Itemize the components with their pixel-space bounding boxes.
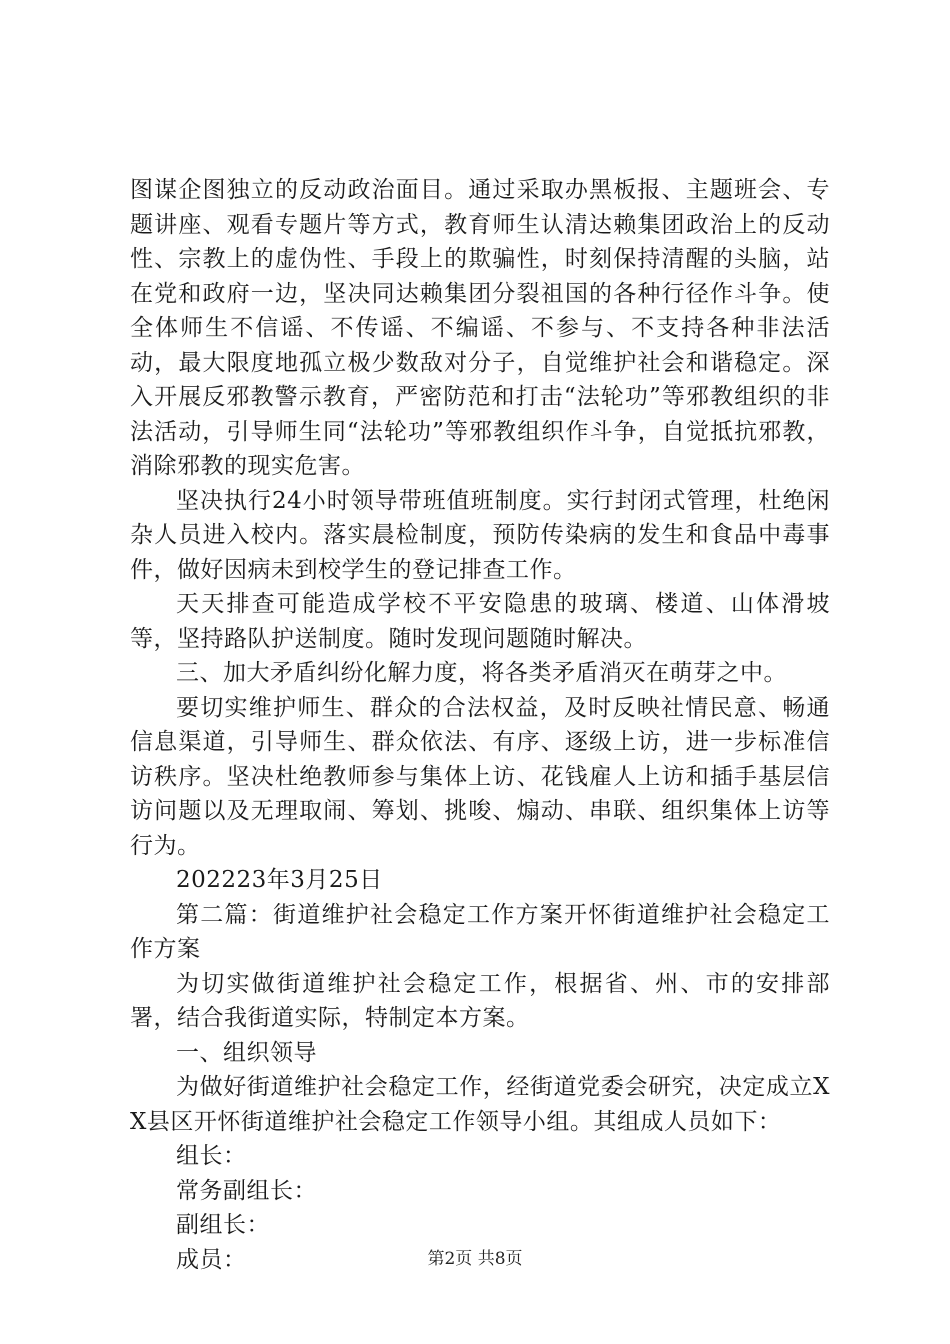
member-line: 组长：: [176, 1143, 247, 1169]
date-line: 202223年3月25日: [176, 867, 383, 893]
page-number: 第2页 共8页: [427, 1249, 523, 1269]
member-line: 成员：: [176, 1246, 247, 1273]
paragraph: 为切实做街道维护社会稳定工作，根据省、州、市的安排部署，结合我街道实际，特制定本方案。: [130, 970, 830, 1031]
chapter-title: 第二篇：街道维护社会稳定工作方案开怀街道维护社会稳定工作方案: [130, 901, 830, 962]
paragraph: 坚决执行24小时领导带班值班制度。实行封闭式管理，杜绝闲杂人员进入校内。落实晨检制度，预防传染病的发生和食品中毒事件，做好因病未到校学生的登记排查工作。: [130, 487, 830, 583]
section-heading: 一、组织领导: [176, 1039, 317, 1066]
paragraph: 要切实维护师生、群众的合法权益，及时反映社情民意、畅通信息渠道，引导师生、群众依法、有序、逐级上访，进一步标准信访秩序。坚决杜绝教师参与集体上访、花钱雇人上访和插手基层信访问题以及无理取闹、筹划、挑唆、煽动、串联、组织集体上访等行为。: [130, 694, 830, 859]
paragraph: 图谋企图独立的反动政治面目。通过采取办黑板报、主题班会、专题讲座、观看专题片等方式，教育师生认清达赖集团政治上的反动性、宗教上的虚伪性、手段上的欺骗性，时刻保持清醒的头脑，站在党和政府一边，坚决同达赖集团分裂祖国的各种行径作斗争。使全体师生不信谣、不传谣、不编谣、不参与、不支持各种非法活动，最大限度地孤立极少数敌对分子，自觉维护社会和谐稳定。深入开展反邪教警示教育，严密防范和打击“法轮功”等邪教组织的非法活动，引导师生同“法轮功”等邪教组织作斗争，自觉抵抗邪教，消除邪教的现实危害。: [130, 177, 830, 479]
paragraph: 为做好街道维护社会稳定工作，经街道党委会研究，决定成立XX县区开怀街道维护社会稳定工作领导小组。其组成人员如下：: [130, 1074, 830, 1135]
document-body: [130, 173, 830, 1277]
member-line: 常务副组长：: [176, 1177, 317, 1204]
member-line: 副组长：: [176, 1212, 270, 1238]
section-heading: 三、加大矛盾纠纷化解力度，将各类矛盾消灭在萌芽之中。: [176, 660, 787, 686]
paragraph: 天天排查可能造成学校不平安隐患的玻璃、楼道、山体滑坡等，坚持路队护送制度。随时发现问题随时解决。: [130, 591, 830, 652]
